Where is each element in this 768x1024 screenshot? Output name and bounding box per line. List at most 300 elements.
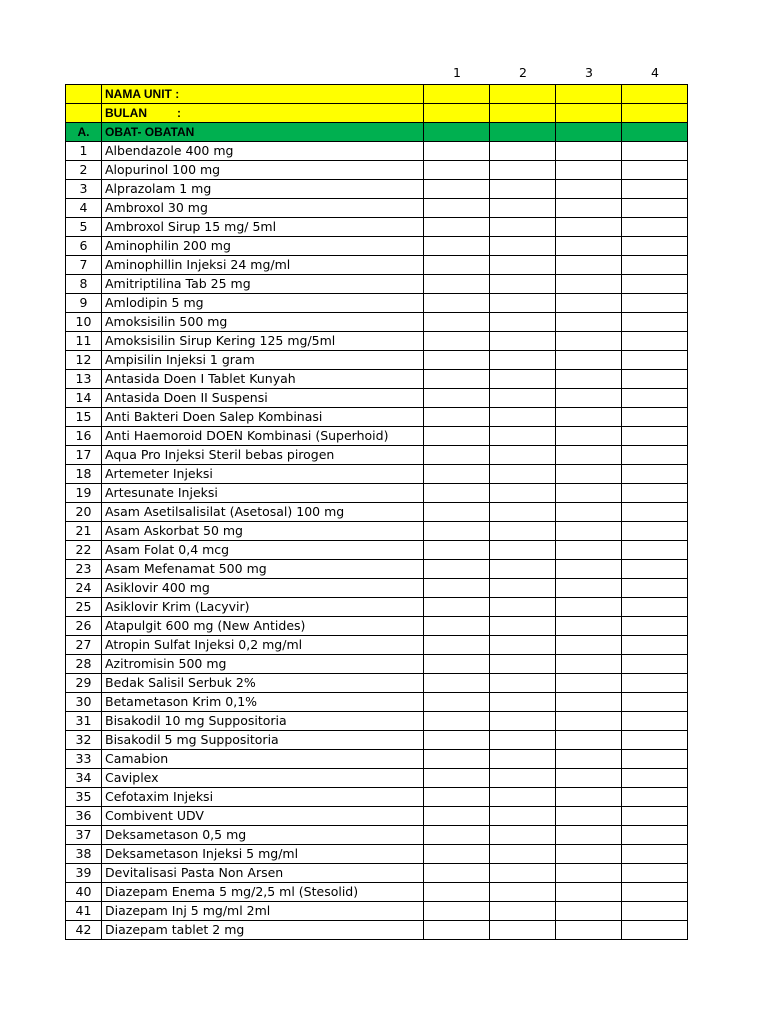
data-cell[interactable] xyxy=(424,484,490,503)
data-cell[interactable] xyxy=(490,902,556,921)
row-number[interactable]: 32 xyxy=(66,731,102,750)
table-row xyxy=(66,256,688,275)
data-cell[interactable] xyxy=(424,560,490,579)
row-number[interactable]: 17 xyxy=(66,446,102,465)
data-cell[interactable] xyxy=(424,845,490,864)
data-cell[interactable] xyxy=(424,218,490,237)
data-cell[interactable] xyxy=(490,541,556,560)
data-cell[interactable] xyxy=(424,503,490,522)
data-cell[interactable] xyxy=(490,237,556,256)
row-number[interactable]: 30 xyxy=(66,693,102,712)
data-cell[interactable] xyxy=(622,294,688,313)
data-cell[interactable] xyxy=(622,218,688,237)
row-number[interactable]: 36 xyxy=(66,807,102,826)
medicine-name[interactable]: Asam Askorbat 50 mg xyxy=(102,522,424,541)
data-cell[interactable] xyxy=(424,769,490,788)
medicine-name[interactable]: Deksametason Injeksi 5 mg/ml xyxy=(102,845,424,864)
data-cell[interactable] xyxy=(556,845,622,864)
column-number: 4 xyxy=(651,65,659,80)
data-cell[interactable] xyxy=(622,484,688,503)
table-row xyxy=(66,370,688,389)
row-number[interactable]: 9 xyxy=(66,294,102,313)
data-cell[interactable] xyxy=(490,275,556,294)
data-cell[interactable] xyxy=(556,579,622,598)
section-title[interactable]: OBAT- OBATAN xyxy=(102,123,424,142)
data-cell[interactable] xyxy=(556,864,622,883)
data-cell[interactable] xyxy=(490,142,556,161)
medicine-name[interactable]: Antasida Doen I Tablet Kunyah xyxy=(102,370,424,389)
data-cell[interactable] xyxy=(424,921,490,940)
data-cell[interactable] xyxy=(424,902,490,921)
data-cell[interactable] xyxy=(490,465,556,484)
blank-cell[interactable] xyxy=(66,104,102,123)
row-number[interactable]: 4 xyxy=(66,199,102,218)
data-cell[interactable] xyxy=(490,712,556,731)
data-cell[interactable] xyxy=(622,275,688,294)
data-cell[interactable] xyxy=(490,313,556,332)
data-cell[interactable] xyxy=(424,123,490,142)
data-cell[interactable] xyxy=(556,617,622,636)
data-cell[interactable] xyxy=(556,503,622,522)
data-cell[interactable] xyxy=(424,674,490,693)
row-number[interactable]: 6 xyxy=(66,237,102,256)
medicine-name[interactable]: Artemeter Injeksi xyxy=(102,465,424,484)
data-cell[interactable] xyxy=(622,237,688,256)
data-cell[interactable] xyxy=(556,351,622,370)
data-cell[interactable] xyxy=(490,845,556,864)
data-cell[interactable] xyxy=(424,712,490,731)
data-cell[interactable] xyxy=(622,693,688,712)
data-cell[interactable] xyxy=(622,142,688,161)
data-cell[interactable] xyxy=(622,845,688,864)
row-number[interactable]: 20 xyxy=(66,503,102,522)
data-cell[interactable] xyxy=(424,598,490,617)
data-cell[interactable] xyxy=(556,465,622,484)
medicine-name[interactable]: Caviplex xyxy=(102,769,424,788)
row-number[interactable]: 37 xyxy=(66,826,102,845)
data-cell[interactable] xyxy=(490,598,556,617)
data-cell[interactable] xyxy=(490,199,556,218)
medicine-name[interactable]: Aminophilin 200 mg xyxy=(102,237,424,256)
data-cell[interactable] xyxy=(556,294,622,313)
table-row xyxy=(66,617,688,636)
data-cell[interactable] xyxy=(622,560,688,579)
data-cell[interactable] xyxy=(490,864,556,883)
data-cell[interactable] xyxy=(622,541,688,560)
data-cell[interactable] xyxy=(556,541,622,560)
bulan-label: BULAN xyxy=(105,106,147,120)
data-cell[interactable] xyxy=(490,731,556,750)
row-number[interactable]: 24 xyxy=(66,579,102,598)
data-cell[interactable] xyxy=(490,807,556,826)
data-cell[interactable] xyxy=(622,788,688,807)
data-cell[interactable] xyxy=(556,769,622,788)
data-cell[interactable] xyxy=(490,351,556,370)
row-number[interactable]: 33 xyxy=(66,750,102,769)
row-number[interactable]: 21 xyxy=(66,522,102,541)
data-cell[interactable] xyxy=(556,180,622,199)
data-cell[interactable] xyxy=(622,123,688,142)
data-cell[interactable] xyxy=(424,180,490,199)
data-cell[interactable] xyxy=(424,142,490,161)
data-cell[interactable] xyxy=(424,294,490,313)
data-cell[interactable] xyxy=(490,123,556,142)
medicine-name[interactable]: Bisakodil 10 mg Suppositoria xyxy=(102,712,424,731)
medicine-name[interactable]: Amoksisilin Sirup Kering 125 mg/5ml xyxy=(102,332,424,351)
data-cell[interactable] xyxy=(424,275,490,294)
table-row xyxy=(66,598,688,617)
row-number[interactable]: 14 xyxy=(66,389,102,408)
data-cell[interactable] xyxy=(622,370,688,389)
table-row xyxy=(66,484,688,503)
data-cell[interactable] xyxy=(622,636,688,655)
row-number[interactable]: 11 xyxy=(66,332,102,351)
row-number[interactable]: 26 xyxy=(66,617,102,636)
medicine-name[interactable]: Combivent UDV xyxy=(102,807,424,826)
data-cell[interactable] xyxy=(622,579,688,598)
data-cell[interactable] xyxy=(490,85,556,104)
table-row xyxy=(66,674,688,693)
medicine-name[interactable]: Asam Mefenamat 500 mg xyxy=(102,560,424,579)
row-number[interactable]: 41 xyxy=(66,902,102,921)
nama-unit-row xyxy=(66,85,688,104)
data-cell[interactable] xyxy=(556,123,622,142)
data-cell[interactable] xyxy=(556,712,622,731)
medicine-name[interactable]: Devitalisasi Pasta Non Arsen xyxy=(102,864,424,883)
data-cell[interactable] xyxy=(556,484,622,503)
data-cell[interactable] xyxy=(490,256,556,275)
table-row xyxy=(66,275,688,294)
row-number[interactable]: 16 xyxy=(66,427,102,446)
row-number[interactable]: 42 xyxy=(66,921,102,940)
data-cell[interactable] xyxy=(622,522,688,541)
data-cell[interactable] xyxy=(490,522,556,541)
data-cell[interactable] xyxy=(424,161,490,180)
data-cell[interactable] xyxy=(556,921,622,940)
data-cell[interactable] xyxy=(556,370,622,389)
medicine-name[interactable]: Diazepam Inj 5 mg/ml 2ml xyxy=(102,902,424,921)
data-cell[interactable] xyxy=(490,332,556,351)
medicine-name[interactable]: Betametason Krim 0,1% xyxy=(102,693,424,712)
data-cell[interactable] xyxy=(424,864,490,883)
data-cell[interactable] xyxy=(556,731,622,750)
data-cell[interactable] xyxy=(622,503,688,522)
data-cell[interactable] xyxy=(622,465,688,484)
data-cell[interactable] xyxy=(490,408,556,427)
data-cell[interactable] xyxy=(622,351,688,370)
data-cell[interactable] xyxy=(490,446,556,465)
table-row xyxy=(66,769,688,788)
row-number[interactable]: 39 xyxy=(66,864,102,883)
medicine-name[interactable]: Camabion xyxy=(102,750,424,769)
data-cell[interactable] xyxy=(556,275,622,294)
data-cell[interactable] xyxy=(490,617,556,636)
data-cell[interactable] xyxy=(556,313,622,332)
medicine-name[interactable]: Ambroxol 30 mg xyxy=(102,199,424,218)
row-number[interactable]: 34 xyxy=(66,769,102,788)
row-number[interactable]: 29 xyxy=(66,674,102,693)
table-row xyxy=(66,389,688,408)
row-number[interactable]: 3 xyxy=(66,180,102,199)
data-cell[interactable] xyxy=(424,807,490,826)
data-cell[interactable] xyxy=(424,465,490,484)
data-cell[interactable] xyxy=(556,85,622,104)
data-cell[interactable] xyxy=(556,522,622,541)
data-cell[interactable] xyxy=(490,370,556,389)
data-cell[interactable] xyxy=(490,503,556,522)
table-row xyxy=(66,142,688,161)
row-number[interactable]: 8 xyxy=(66,275,102,294)
data-cell[interactable] xyxy=(622,256,688,275)
data-cell[interactable] xyxy=(490,655,556,674)
data-cell[interactable] xyxy=(622,427,688,446)
data-cell[interactable] xyxy=(424,636,490,655)
data-cell[interactable] xyxy=(556,902,622,921)
column-number: 3 xyxy=(585,65,593,80)
table-row xyxy=(66,180,688,199)
data-cell[interactable] xyxy=(556,427,622,446)
medicine-name[interactable]: Aminophillin Injeksi 24 mg/ml xyxy=(102,256,424,275)
table-row xyxy=(66,218,688,237)
medicine-name[interactable]: Amlodipin 5 mg xyxy=(102,294,424,313)
data-cell[interactable] xyxy=(556,560,622,579)
data-cell[interactable] xyxy=(490,826,556,845)
row-number[interactable]: 28 xyxy=(66,655,102,674)
data-cell[interactable] xyxy=(490,218,556,237)
data-cell[interactable] xyxy=(556,636,622,655)
row-number[interactable]: 40 xyxy=(66,883,102,902)
data-cell[interactable] xyxy=(490,427,556,446)
data-cell[interactable] xyxy=(556,237,622,256)
data-cell[interactable] xyxy=(556,142,622,161)
data-cell[interactable] xyxy=(490,693,556,712)
medicine-name[interactable]: Ambroxol Sirup 15 mg/ 5ml xyxy=(102,218,424,237)
data-cell[interactable] xyxy=(424,750,490,769)
medicine-name[interactable]: Asam Folat 0,4 mcg xyxy=(102,541,424,560)
medicine-name[interactable]: Amoksisilin 500 mg xyxy=(102,313,424,332)
blank-cell[interactable] xyxy=(66,85,102,104)
row-number[interactable]: 7 xyxy=(66,256,102,275)
data-cell[interactable] xyxy=(490,104,556,123)
row-number[interactable]: 15 xyxy=(66,408,102,427)
medicine-name[interactable]: Asam Asetilsalisilat (Asetosal) 100 mg xyxy=(102,503,424,522)
data-cell[interactable] xyxy=(424,237,490,256)
row-number[interactable]: 31 xyxy=(66,712,102,731)
data-cell[interactable] xyxy=(622,104,688,123)
column-number: 1 xyxy=(453,65,461,80)
row-number[interactable]: 18 xyxy=(66,465,102,484)
data-cell[interactable] xyxy=(622,313,688,332)
data-cell[interactable] xyxy=(490,636,556,655)
data-cell[interactable] xyxy=(424,332,490,351)
data-cell[interactable] xyxy=(622,655,688,674)
data-cell[interactable] xyxy=(490,389,556,408)
medicine-name[interactable]: Amitriptilina Tab 25 mg xyxy=(102,275,424,294)
data-cell[interactable] xyxy=(424,541,490,560)
row-number[interactable]: 10 xyxy=(66,313,102,332)
row-number[interactable]: 27 xyxy=(66,636,102,655)
data-cell[interactable] xyxy=(490,294,556,313)
data-cell[interactable] xyxy=(622,408,688,427)
data-cell[interactable] xyxy=(556,750,622,769)
table-row xyxy=(66,408,688,427)
table-row xyxy=(66,332,688,351)
table-row xyxy=(66,503,688,522)
medicine-name[interactable]: Deksametason 0,5 mg xyxy=(102,826,424,845)
row-number[interactable]: 35 xyxy=(66,788,102,807)
data-cell[interactable] xyxy=(556,883,622,902)
table-row xyxy=(66,541,688,560)
medicine-name[interactable]: Alopurinol 100 mg xyxy=(102,161,424,180)
medicine-name[interactable]: Atapulgit 600 mg (New Antides) xyxy=(102,617,424,636)
data-cell[interactable] xyxy=(424,693,490,712)
medicine-name[interactable]: Alprazolam 1 mg xyxy=(102,180,424,199)
table-row xyxy=(66,237,688,256)
data-cell[interactable] xyxy=(622,712,688,731)
medicine-name[interactable]: Azitromisin 500 mg xyxy=(102,655,424,674)
data-cell[interactable] xyxy=(490,579,556,598)
data-cell[interactable] xyxy=(424,826,490,845)
data-cell[interactable] xyxy=(622,731,688,750)
data-cell[interactable] xyxy=(424,788,490,807)
data-cell[interactable] xyxy=(622,332,688,351)
section-code[interactable]: A. xyxy=(66,123,102,142)
data-cell[interactable] xyxy=(622,750,688,769)
data-cell[interactable] xyxy=(622,674,688,693)
table-row xyxy=(66,788,688,807)
data-cell[interactable] xyxy=(556,446,622,465)
data-cell[interactable] xyxy=(424,427,490,446)
data-cell[interactable] xyxy=(622,389,688,408)
data-cell[interactable] xyxy=(424,389,490,408)
data-cell[interactable] xyxy=(490,560,556,579)
row-number[interactable]: 2 xyxy=(66,161,102,180)
data-cell[interactable] xyxy=(490,161,556,180)
medicine-name[interactable]: Cefotaxim Injeksi xyxy=(102,788,424,807)
table-row xyxy=(66,427,688,446)
data-cell[interactable] xyxy=(490,180,556,199)
table-row xyxy=(66,712,688,731)
data-cell[interactable] xyxy=(622,617,688,636)
data-cell[interactable] xyxy=(622,883,688,902)
data-cell[interactable] xyxy=(424,256,490,275)
data-cell[interactable] xyxy=(424,85,490,104)
medicine-name[interactable]: Aqua Pro Injeksi Steril bebas pirogen xyxy=(102,446,424,465)
data-cell[interactable] xyxy=(556,598,622,617)
row-number[interactable]: 13 xyxy=(66,370,102,389)
medicine-name[interactable]: Asiklovir Krim (Lacyvir) xyxy=(102,598,424,617)
medicine-name[interactable]: Diazepam Enema 5 mg/2,5 ml (Stesolid) xyxy=(102,883,424,902)
bulan-cell[interactable] xyxy=(102,104,424,123)
medicine-name[interactable]: Bisakodil 5 mg Suppositoria xyxy=(102,731,424,750)
data-cell[interactable] xyxy=(622,826,688,845)
row-number[interactable]: 1 xyxy=(66,142,102,161)
data-cell[interactable] xyxy=(424,408,490,427)
data-cell[interactable] xyxy=(556,104,622,123)
row-number[interactable]: 5 xyxy=(66,218,102,237)
data-cell[interactable] xyxy=(424,351,490,370)
data-cell[interactable] xyxy=(556,807,622,826)
data-cell[interactable] xyxy=(622,864,688,883)
medicine-name[interactable]: Diazepam tablet 2 mg xyxy=(102,921,424,940)
data-cell[interactable] xyxy=(556,408,622,427)
data-cell[interactable] xyxy=(556,389,622,408)
medicine-name[interactable]: Anti Bakteri Doen Salep Kombinasi xyxy=(102,408,424,427)
data-cell[interactable] xyxy=(622,598,688,617)
data-cell[interactable] xyxy=(424,370,490,389)
data-cell[interactable] xyxy=(424,617,490,636)
row-number[interactable]: 25 xyxy=(66,598,102,617)
data-cell[interactable] xyxy=(622,199,688,218)
data-cell[interactable] xyxy=(490,883,556,902)
data-cell[interactable] xyxy=(556,693,622,712)
row-number[interactable]: 12 xyxy=(66,351,102,370)
medicine-name[interactable]: Albendazole 400 mg xyxy=(102,142,424,161)
medicine-name[interactable]: Ampisilin Injeksi 1 gram xyxy=(102,351,424,370)
data-cell[interactable] xyxy=(622,85,688,104)
data-cell[interactable] xyxy=(556,161,622,180)
data-cell[interactable] xyxy=(490,674,556,693)
row-number[interactable]: 19 xyxy=(66,484,102,503)
data-cell[interactable] xyxy=(556,674,622,693)
data-cell[interactable] xyxy=(622,902,688,921)
table-row xyxy=(66,522,688,541)
data-cell[interactable] xyxy=(424,883,490,902)
data-cell[interactable] xyxy=(424,655,490,674)
data-cell[interactable] xyxy=(556,788,622,807)
data-cell[interactable] xyxy=(424,199,490,218)
data-cell[interactable] xyxy=(556,256,622,275)
data-cell[interactable] xyxy=(490,788,556,807)
spreadsheet xyxy=(65,62,687,940)
data-cell[interactable] xyxy=(622,161,688,180)
data-cell[interactable] xyxy=(622,180,688,199)
data-cell[interactable] xyxy=(490,750,556,769)
data-cell[interactable] xyxy=(490,921,556,940)
data-cell[interactable] xyxy=(622,769,688,788)
medicine-name[interactable]: Atropin Sulfat Injeksi 0,2 mg/ml xyxy=(102,636,424,655)
data-cell[interactable] xyxy=(622,807,688,826)
row-number[interactable]: 23 xyxy=(66,560,102,579)
data-cell[interactable] xyxy=(424,731,490,750)
data-cell[interactable] xyxy=(622,921,688,940)
data-cell[interactable] xyxy=(424,579,490,598)
data-cell[interactable] xyxy=(490,484,556,503)
medicine-name[interactable]: Anti Haemoroid DOEN Kombinasi (Superhoid) xyxy=(102,427,424,446)
data-cell[interactable] xyxy=(622,446,688,465)
data-cell[interactable] xyxy=(556,218,622,237)
table-row xyxy=(66,199,688,218)
data-cell[interactable] xyxy=(424,522,490,541)
nama-unit-label[interactable]: NAMA UNIT : xyxy=(102,85,424,104)
data-cell[interactable] xyxy=(556,826,622,845)
table-row xyxy=(66,902,688,921)
data-cell[interactable] xyxy=(490,769,556,788)
data-cell[interactable] xyxy=(424,104,490,123)
data-cell[interactable] xyxy=(424,446,490,465)
row-number[interactable]: 38 xyxy=(66,845,102,864)
medicine-name[interactable]: Artesunate Injeksi xyxy=(102,484,424,503)
row-number[interactable]: 22 xyxy=(66,541,102,560)
medicine-name[interactable]: Bedak Salisil Serbuk 2% xyxy=(102,674,424,693)
medicine-name[interactable]: Antasida Doen II Suspensi xyxy=(102,389,424,408)
data-cell[interactable] xyxy=(424,313,490,332)
medicine-name[interactable]: Asiklovir 400 mg xyxy=(102,579,424,598)
data-cell[interactable] xyxy=(556,655,622,674)
data-cell[interactable] xyxy=(556,332,622,351)
data-cell[interactable] xyxy=(556,199,622,218)
table-row xyxy=(66,446,688,465)
